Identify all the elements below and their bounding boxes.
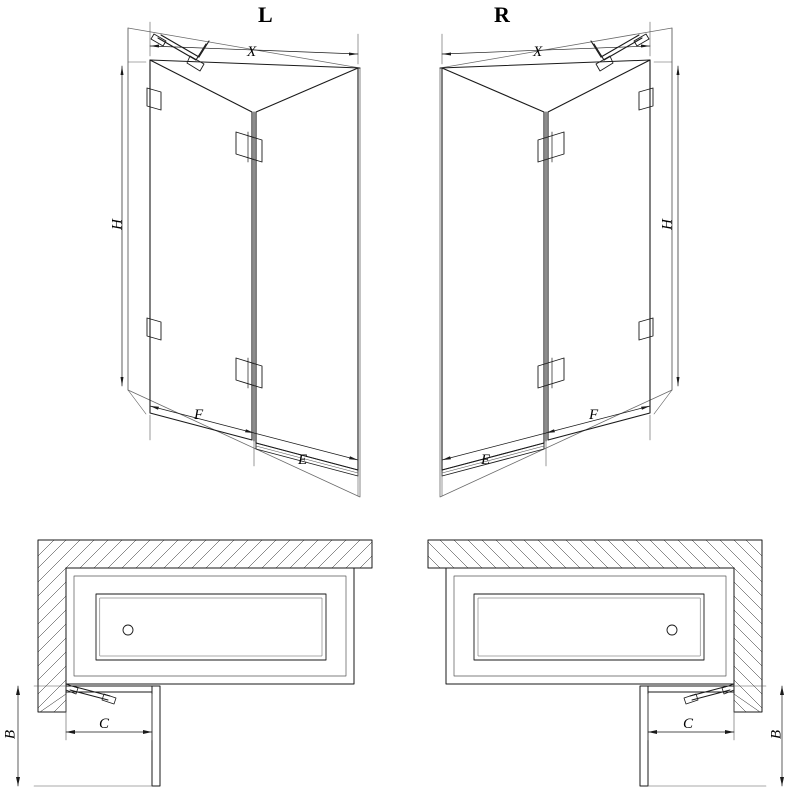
left-dim-h: H [109, 219, 126, 230]
right-dim-e: E [481, 452, 491, 468]
left-elevation-group [121, 22, 361, 497]
variant-label-right: R [494, 2, 510, 27]
right-plan-dim-c: C [683, 716, 694, 732]
right-dim-h: H [659, 219, 676, 230]
left-dim-f: F [194, 407, 204, 423]
right-plan-group [428, 540, 784, 786]
right-dim-f: F [589, 407, 599, 423]
right-elevation-group [440, 22, 680, 497]
variant-label-left: L [258, 2, 273, 27]
left-plan-dim-b: B [2, 729, 19, 740]
right-plan-dim-b: B [768, 729, 785, 740]
left-dim-e: E [298, 452, 308, 468]
left-dim-x: X [247, 44, 257, 60]
right-dim-x: X [533, 44, 543, 60]
left-plan-dim-c: C [99, 716, 110, 732]
left-plan-group [16, 540, 372, 786]
